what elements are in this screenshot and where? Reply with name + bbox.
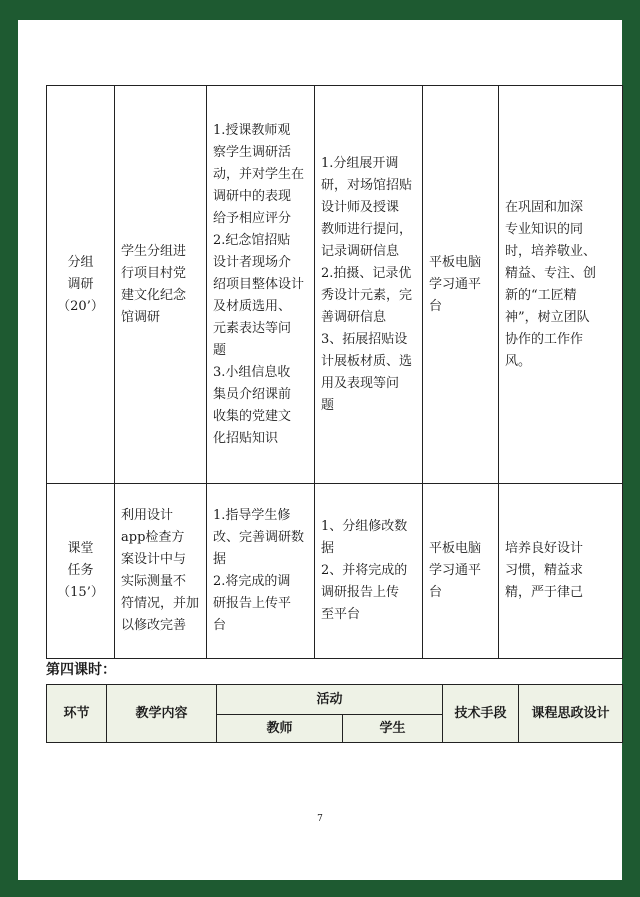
ideology-cell: 在巩固和加深 专业知识的同 时，培养敬业、 精益、专注、创 新的“工匠精 神”，树立团队 协作的工作作 风。 [499,86,623,484]
ideology-cell: 培养良好设计 习惯，精益求 精，严于律己 [499,484,623,659]
teacher-activity-cell: 1.指导学生修 改、完善调研数 据 2.将完成的调 研报告上传平 台 [207,484,315,659]
lesson-table [46,85,623,659]
header-stage: 环节 [47,685,107,743]
lesson-header-table [46,684,623,743]
content-cell: 学生分组进 行项目村党 建文化纪念 馆调研 [115,86,207,484]
student-activity-cell: 1.分组展开调 研，对场馆招贴 设计师及授课 教师进行提问， 记录调研信息 2.拍摄、记录优 秀设计元素，完 善调研信息 3、拓展招贴设 计展板材质、选 用及表现等问 题 [315,86,423,484]
header-teacher: 教师 [217,715,343,743]
table-row [47,484,623,659]
header-content: 教学内容 [107,685,217,743]
tech-cell: 平板电脑 学习通平 台 [423,484,499,659]
document-page [18,20,622,880]
header-activity: 活动 [217,685,443,715]
student-activity-cell: 1、分组修改数 据 2、并将完成的 调研报告上传 至平台 [315,484,423,659]
tech-cell: 平板电脑 学习通平 台 [423,86,499,484]
header-student: 学生 [343,715,443,743]
header-ideology: 课程思政设计 [519,685,623,743]
section-heading: 第四课时： [46,662,116,678]
content-cell: 利用设计 app检查方 案设计中与 实际测量不 符情况，并加 以修改完善 [115,484,207,659]
table-row [47,86,623,484]
page-number: 7 [317,814,323,824]
stage-cell: 课堂 任务 （15’） [47,484,115,659]
teacher-activity-cell: 1.授课教师观 察学生调研活 动，并对学生在 调研中的表现 给予相应评分 2.纪念馆招贴 设计者现场介 绍项目整体设计 及材质选用、 元素表达等问 题 3.小组信息收 集员介绍课前 收集的党建文 化招贴知识 [207,86,315,484]
stage-cell: 分组 调研 （20’） [47,86,115,484]
header-tech: 技术手段 [443,685,519,743]
